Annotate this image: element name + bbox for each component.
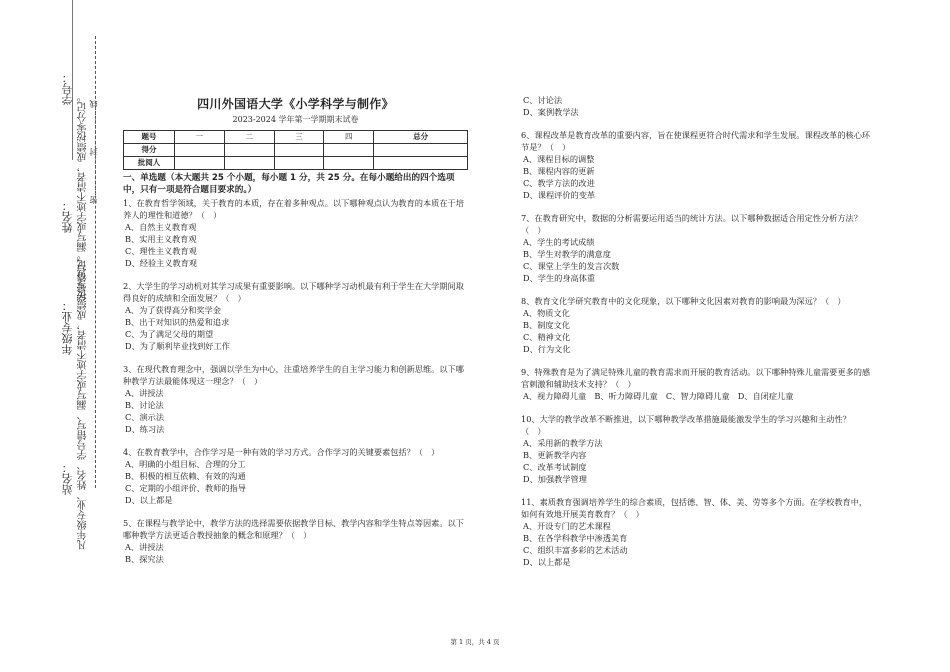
option[interactable]: D、为了顺利毕业找到好工作 <box>125 341 230 351</box>
option[interactable]: D、以上都是 <box>125 495 173 505</box>
question-7 <box>521 212 871 284</box>
option[interactable]: B、更新教学内容 <box>523 450 587 460</box>
option[interactable]: A、物质文化 <box>523 308 570 318</box>
exam-title: 四川外国语大学《小学科学与制作》 <box>197 97 394 111</box>
score-row-label: 得分 <box>124 144 175 157</box>
question-text: 8、教育文化学研究教育中的文化现象，以下哪种文化因素对教育的影响最为深远？（ ） <box>521 296 846 306</box>
option[interactable]: C、课堂上学生的发言次数 <box>523 261 620 271</box>
station-label: 站名： <box>61 462 74 495</box>
question-11 <box>521 496 871 568</box>
name-label: 姓名： <box>61 200 74 233</box>
question-text: 3、在现代教育理念中，强调以学生为中心，注重培养学生的自主学习能力和创新思维。以下哪种教学方法最能体现这一理念？（ ） <box>123 364 464 386</box>
option[interactable]: D、案例教学法 <box>523 107 579 117</box>
exam-subtitle: 2023-2024 学年第一学期期末试卷 <box>232 115 359 124</box>
grader-input-cell[interactable] <box>274 157 324 170</box>
option[interactable]: D、加强教学管理 <box>523 474 587 484</box>
grader-input-cell[interactable] <box>324 157 374 170</box>
option[interactable]: C、为了满足父母的期望 <box>125 329 214 339</box>
option[interactable]: C、组织丰富多彩的艺术活动 <box>523 545 628 555</box>
grader-input-cell[interactable] <box>224 157 274 170</box>
option[interactable]: C、演示法 <box>125 412 165 422</box>
question-5 <box>123 517 468 565</box>
score-header-cell: 一 <box>175 131 225 144</box>
score-header-cell: 题号 <box>124 131 175 144</box>
score-header-cell: 四 <box>324 131 374 144</box>
option[interactable]: C、教学方法的改进 <box>523 178 595 188</box>
question-text: 5、在课程与教学论中，教学方法的选择需要依据教学目标、教学内容和学生特点等因素。以下哪种教学方法更适合教授抽象的概念和原理？（ ） <box>123 518 464 540</box>
score-input-cell[interactable] <box>274 144 324 157</box>
grader-row <box>124 157 468 170</box>
question-text: 10、大学的教学改革不断推进，以下哪种教学改革措施最能激发学生的学习兴趣和主动性？（ ） <box>521 414 851 436</box>
question-text: 4、在教育教学中，合作学习是一种有效的学习方式。合作学习的关键要素包括？（ ） <box>123 447 440 457</box>
question-text: 7、在教育研究中，数据的分析需要运用适当的统计方法。以下哪种数据适合用定性分析方法？（ ） <box>521 213 862 235</box>
question-text: 6、课程改革是教育改革的重要内容，旨在使课程更符合时代需求和学生发展。课程改革的核心环节是？（ ） <box>521 130 871 152</box>
option[interactable]: D、行为文化 <box>523 344 571 354</box>
score-input-cell[interactable] <box>324 144 374 157</box>
seal-dashed-line <box>95 36 96 488</box>
option[interactable]: A、开设专门的艺术课程 <box>523 521 611 531</box>
option[interactable]: D、学生的身高体重 <box>523 273 596 283</box>
score-header-cell: 二 <box>224 131 274 144</box>
option[interactable]: D、练习法 <box>125 424 165 434</box>
option[interactable]: B、学生对教学的满意度 <box>523 249 611 259</box>
score-input-cell[interactable] <box>224 144 274 157</box>
question-8 <box>521 295 871 355</box>
option[interactable]: A、明确的小组目标、合理的分工 <box>125 459 246 469</box>
score-header-cell: 总分 <box>374 131 468 144</box>
grader-input-cell[interactable] <box>374 157 468 170</box>
fill-instruction: 凡年级专业、姓名、学号错写、漏写或字迹不清者，成绩按零分记。 <box>78 250 89 550</box>
left-column <box>123 92 468 565</box>
question-3 <box>123 363 468 435</box>
option[interactable]: A、讲授法 <box>125 542 164 552</box>
question-2 <box>123 280 468 352</box>
option[interactable]: B、制度文化 <box>523 320 570 330</box>
question-text: 1、在教育哲学领域，关于教育的本质，存在着多种观点。以下哪种观点认为教育的本质在于培养人的理性和道德？（ ） <box>123 198 464 220</box>
option[interactable]: B、讨论法 <box>125 400 164 410</box>
question-text: 2、大学生的学习动机对其学习成果有重要影响。以下哪种学习动机最有利于学生在大学期间取得良好的成绩和全面发展？（ ） <box>123 281 464 303</box>
option[interactable]: C、理性主义教育观 <box>125 246 197 256</box>
seal-line-label: 密……………封……………线 <box>89 100 98 204</box>
score-header-cell: 三 <box>274 131 324 144</box>
grader-input-cell[interactable] <box>175 157 225 170</box>
option[interactable]: B、积极的相互依赖、有效的沟通 <box>125 471 246 481</box>
option[interactable]: B、在各学科教学中渗透美育 <box>523 533 628 543</box>
question-10 <box>521 413 871 485</box>
fill-notice: 学号错写、漏写或字迹不清者，成绩按零分记。 <box>78 92 89 302</box>
option[interactable]: B、出于对知识的热爱和追求 <box>125 317 230 327</box>
binding-margin <box>0 0 110 672</box>
option[interactable]: B、实用主义教育观 <box>125 234 197 244</box>
option[interactable]: C、讨论法 <box>523 95 563 105</box>
question-1 <box>123 197 468 269</box>
score-input-cell[interactable] <box>374 144 468 157</box>
score-input-cell[interactable] <box>175 144 225 157</box>
option[interactable]: A、为了获得高分和奖学金 <box>125 305 221 315</box>
option[interactable]: D、经验主义教育观 <box>125 258 198 268</box>
option-row[interactable]: A、视力障碍儿童 B、听力障碍儿童 C、智力障碍儿童 D、自闭症儿童 <box>523 391 794 401</box>
score-table <box>123 130 468 170</box>
option[interactable]: A、学生的考试成绩 <box>523 237 595 247</box>
right-column <box>521 94 871 568</box>
option[interactable]: B、探究法 <box>125 554 164 564</box>
option[interactable]: A、采用新的教学方法 <box>523 438 603 448</box>
question-4 <box>123 446 468 506</box>
section-heading: 一、单选题（本大题共 25 个小题，每小题 1 分，共 25 分。在每小题给出的四个选项中，只有一项是符合题目要求的。） <box>123 173 455 195</box>
option[interactable]: C、精神文化 <box>523 332 571 342</box>
grade-major-label: 年级专业： <box>61 300 74 355</box>
score-row <box>124 144 468 157</box>
option[interactable]: C、改革考试制度 <box>523 462 587 472</box>
question-6 <box>521 129 871 201</box>
option[interactable]: B、课程内容的更新 <box>523 166 595 176</box>
option[interactable]: A、课程目标的调整 <box>523 154 595 164</box>
option[interactable]: A、自然主义教育观 <box>125 222 197 232</box>
student-id-label: 学号： <box>61 72 74 105</box>
page-footer: 第 1 页，共 4 页 <box>450 638 500 646</box>
grader-row-label: 批阅人 <box>124 157 175 170</box>
question-text: 11、素质教育强调培养学生的综合素质，包括德、智、体、美、劳等多个方面。在学校教育中，如何有效地开展美育教育？（ ） <box>521 497 868 519</box>
question-9 <box>521 366 871 402</box>
option[interactable]: D、课程评价的变革 <box>523 190 596 200</box>
option[interactable]: C、定期的小组评价、教师的指导 <box>125 483 246 493</box>
score-table-header <box>124 131 468 144</box>
option[interactable]: D、以上都是 <box>523 557 571 567</box>
option[interactable]: A、讲授法 <box>125 388 164 398</box>
question-text: 9、特殊教育是为了满足特殊儿童的教育需求而开展的教育活动。以下哪种特殊儿童需要更多的感官刺激和辅助技术支持？（ ） <box>521 367 871 389</box>
